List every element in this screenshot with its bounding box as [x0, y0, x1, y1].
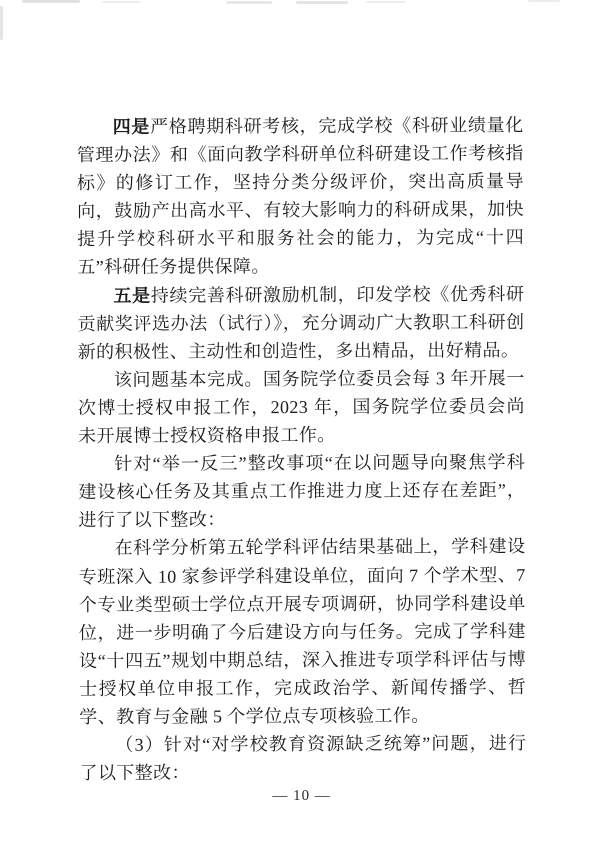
paragraph — [78, 364, 525, 450]
paragraph — [77, 280, 524, 366]
paragraph — [78, 532, 526, 731]
paragraph-text: 在科学分析第五轮学科评估结果基础上，学科建设专班深入 10 家参评学科建设单位，面向 7 个学术型、7 个专业类型硕士学位点开展专项调研，协同学科建设单位，进一步明确了今后建设方向与任务。完成了学科建设“十四五”规划中期总结，深入推进专项学科评估与博士授权单位申报工作，完成政治学、新闻传播学、哲学、教育与金融 5 个学位点专项核验工作。 — [78, 536, 527, 727]
paragraph-lead: 四是 — [112, 116, 151, 137]
paragraph-text: 该问题基本完成。国务院学位委员会每 3 年开展一次博士授权申报工作，2023 年，国务院学位委员会尚未开展博士授权资格申报工作。 — [77, 367, 525, 446]
page-number: — 10 — — [272, 787, 331, 805]
paragraph-text: （3）针对“对学校教育资源缺乏统筹”问题，进行了以下整改： — [79, 733, 527, 784]
paragraph — [77, 111, 525, 282]
paragraph-lead: 五是 — [113, 285, 151, 306]
paragraph-text: 持续完善科研激励机制，印发学校《优秀科研贡献奖评选办法（试行）》，充分调动广大教职工科研创新的积极性、主动性和创造性，多出精品，出好精品。 — [77, 283, 525, 362]
paragraph-text: 严格聘期科研考核，完成学校《科研业绩量化管理办法》和《面向教学科研单位科研建设工作考核指标》的修订工作，坚持分类分级评价，突出高质量导向，鼓励产出高水平、有较大影响力的科研成果，加快提升学校科研水平和服务社会的能力，为完成“十四五”科研任务提供保障。 — [76, 115, 525, 278]
paragraph-text: 针对“举一反三”整改事项“在以问题导向聚焦学科建设核心任务及其重点工作推进力度上还存在差距”，进行了以下整改： — [78, 452, 526, 531]
paragraph — [79, 729, 526, 787]
paragraph — [78, 448, 525, 534]
document-body — [77, 111, 527, 787]
